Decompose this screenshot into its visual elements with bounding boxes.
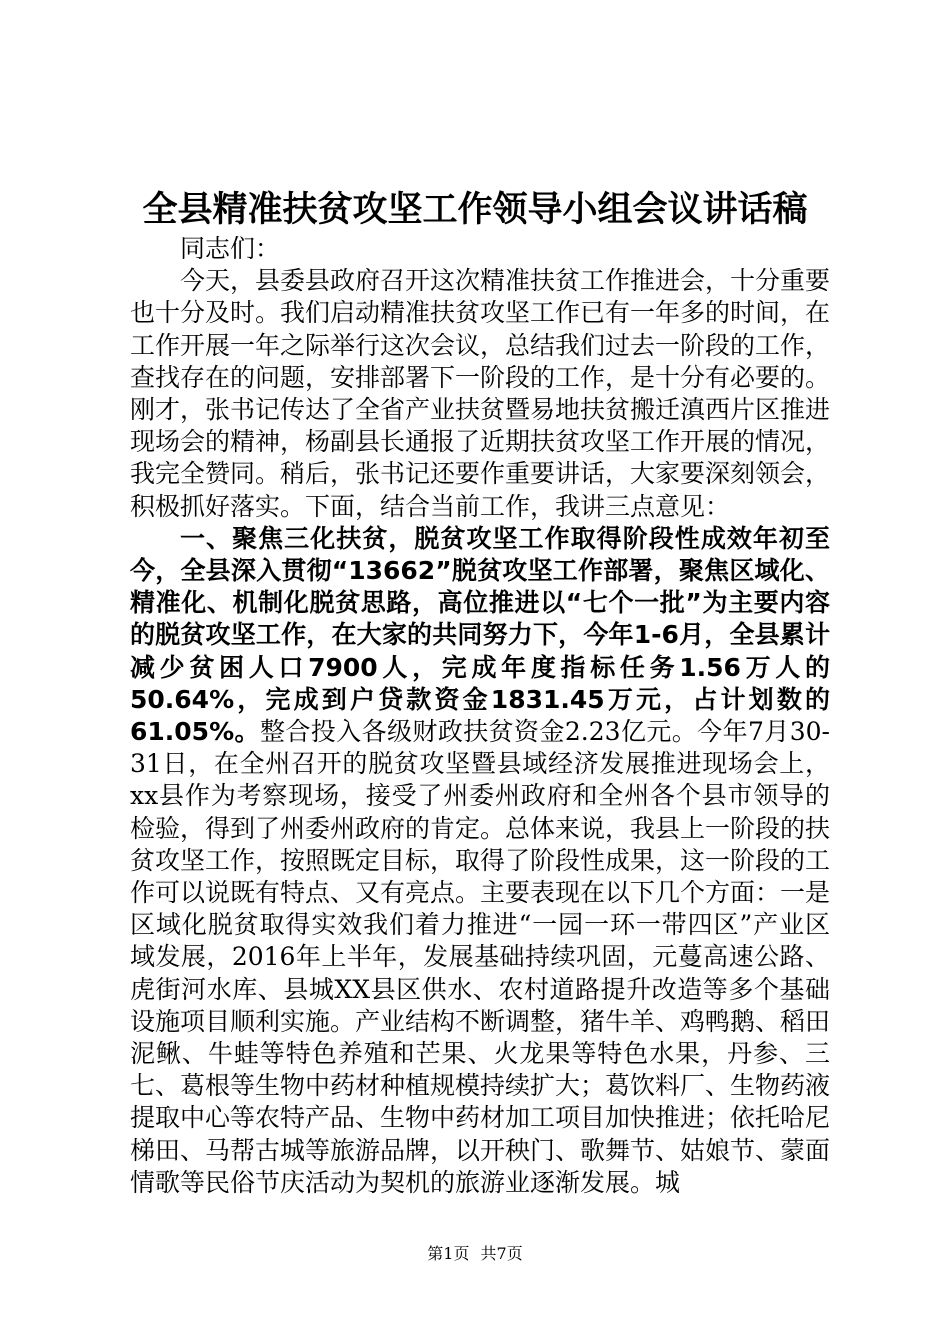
- section-one-regular-text: 整合投入各级财政扶贫资金2.23亿元。今年7月30-31日，在全州召开的脱贫攻坚暨县域经济发展推进现场会上，xx县作为考察现场，接受了州委州政府和全州各个县市领导的检验，得到了州委州政府的肯定。总体来说，我县上一阶段的扶贫攻坚工作，按照既定目标，取得了阶段性成果，这一阶段的工作可以说既有特点、又有亮点。主要表现在以下几个方面：一是区域化脱贫取得实效我们着力推进“一园一环一带四区”产业区域发展，2016年上半年，发展基础持续巩固，元蔓高速公路、虎街河水库、县城XX县区供水、农村道路提升改造等多个基础设施项目顺利实施。产业结构不断调整，猪牛羊、鸡鸭鹅、稻田泥鳅、牛蛙等特色养殖和芒果、火龙果等特色水果，丹参、三七、葛根等生物中药材种植规模持续扩大；葛饮料厂、生物药液提取中心等农特产品、生物中药材加工项目加快推进；依托哈尼梯田、马帮古城等旅游品牌，以开秧门、歌舞节、姑娘节、蒙面情歌等民俗节庆活动为契机的旅游业逐渐发展。城: [130, 717, 831, 1197]
- page-number: 第1页: [427, 1244, 470, 1263]
- intro-paragraph: 今天，县委县政府召开这次精准扶贫工作推进会，十分重要也十分及时。我们启动精准扶贫攻坚工作已有一年多的时间，在工作开展一年之际举行这次会议，总结我们过去一阶段的工作，查找存在的问题，安排部署下一阶段的工作，是十分有必要的。刚才，张书记传达了全省产业扶贫暨易地扶贫搬迁滇西片区推进现场会的精神，杨副县长通报了近期扶贫攻坚工作开展的情况，我完全赞同。稍后，张书记还要作重要讲话，大家要深刻领会，积极抓好落实。下面，结合当前工作，我讲三点意见：: [130, 266, 831, 521]
- section-one-bold-text: 一、聚焦三化扶贫，脱贫攻坚工作取得阶段性成效年初至今，全县深入贯彻“13662”脱贫攻坚工作部署，聚焦区域化、精准化、机制化脱贫思路，高位推进以“七个一批”为主要内容的脱贫攻坚工作，在大家的共同努力下，今年1-6月，全县累计减少贫困人口7900人，完成年度指标任务1.56万人的50.64%，完成到户贷款资金1831.45万元，占计划数的61.05%。: [130, 523, 830, 747]
- page-footer: [0, 1242, 950, 1266]
- document-title: 全县精准扶贫攻坚工作领导小组会议讲话稿: [142, 190, 808, 230]
- greeting-paragraph: 同志们：: [180, 234, 281, 263]
- section-one-paragraph: [130, 523, 830, 1199]
- page-total: 共7页: [480, 1244, 523, 1263]
- document-body: [130, 233, 830, 1199]
